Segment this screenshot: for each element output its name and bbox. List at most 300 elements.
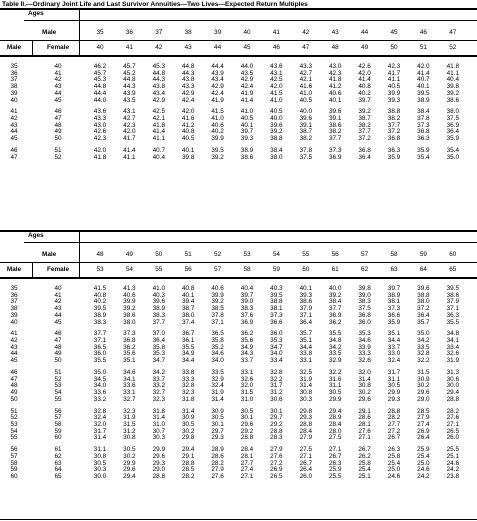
multiple-value-cell: 38.3 xyxy=(240,305,254,313)
multiple-value-cell: 41.7 xyxy=(123,135,136,143)
multiple-value-cell: 25.0 xyxy=(417,459,430,467)
multiple-value-cell: 28.2 xyxy=(387,414,401,422)
row-female-age: 46 xyxy=(54,330,62,338)
multiple-value-cell: 41.6 xyxy=(299,83,313,91)
multiple-value-cell: 30.5 xyxy=(211,414,224,422)
multiple-value-cell: 27.1 xyxy=(446,420,460,428)
male-age-column-header: 54 xyxy=(272,251,280,258)
multiple-value-cell: 29.3 xyxy=(387,395,401,403)
male-row-header: Male xyxy=(6,266,22,273)
multiple-value-cell: 40.0 xyxy=(270,115,283,123)
multiple-value-cell: 37.1 xyxy=(446,305,460,313)
multiple-value-cell: 27.7 xyxy=(387,420,401,428)
multiple-value-cell: 31.6 xyxy=(328,375,342,383)
multiple-value-cell: 44.0 xyxy=(93,96,107,104)
multiple-value-cell: 30.1 xyxy=(211,420,224,428)
multiple-value-cell: 40.6 xyxy=(211,121,224,129)
row-male-age: 35 xyxy=(10,285,18,292)
male-header-underline xyxy=(0,262,477,263)
table-row xyxy=(0,71,477,78)
multiple-value-cell: 36.7 xyxy=(181,330,195,338)
female-age-column-header: 52 xyxy=(449,44,457,51)
row-female-age: 41 xyxy=(54,69,62,77)
multiple-value-cell: 44.4 xyxy=(211,63,224,70)
multiple-value-cell: 37.3 xyxy=(328,146,342,154)
row-female-age: 50 xyxy=(54,357,62,365)
multiple-value-cell: 28.5 xyxy=(417,407,430,415)
multiple-value-cell: 27.9 xyxy=(211,466,224,474)
multiple-value-cell: 44.8 xyxy=(181,63,195,70)
multiple-value-cell: 27.1 xyxy=(358,434,371,442)
multiple-value-cell: 32.9 xyxy=(328,357,342,365)
multiple-value-cell: 31.3 xyxy=(446,368,460,376)
row-male-age: 54 xyxy=(10,427,18,435)
multiple-value-cell: 40.4 xyxy=(152,153,166,161)
multiple-value-cell: 31.1 xyxy=(328,382,342,390)
table-row xyxy=(0,91,477,98)
multiple-value-cell: 43.3 xyxy=(181,83,195,91)
multiple-value-cell: 27.6 xyxy=(358,427,371,435)
multiple-value-cell: 34.4 xyxy=(299,343,313,351)
multiple-value-cell: 37.2 xyxy=(417,305,430,313)
multiple-value-cell: 29.9 xyxy=(328,395,342,403)
multiple-value-cell: 39.9 xyxy=(211,135,224,143)
multiple-value-cell: 44.8 xyxy=(152,69,166,77)
ages-header: Ages xyxy=(28,10,44,17)
table-row xyxy=(0,84,477,91)
multiple-value-cell: 42.4 xyxy=(211,89,224,97)
multiple-value-cell: 41.1 xyxy=(387,76,401,84)
multiple-value-cell: 39.1 xyxy=(328,115,342,123)
multiple-value-cell: 38.6 xyxy=(299,298,313,306)
multiple-value-cell: 40.2 xyxy=(358,89,371,97)
multiple-value-cell: 26.7 xyxy=(387,434,401,442)
multiple-value-cell: 40.1 xyxy=(181,291,195,299)
multiple-value-cell: 39.6 xyxy=(417,285,430,292)
table-row xyxy=(0,338,477,345)
multiple-value-cell: 27.2 xyxy=(387,427,401,435)
multiple-value-cell: 40.8 xyxy=(181,285,195,292)
multiple-value-cell: 29.8 xyxy=(181,434,195,442)
multiple-value-cell: 34.2 xyxy=(417,337,430,345)
multiple-value-cell: 43.5 xyxy=(240,69,254,77)
multiple-value-cell: 37.5 xyxy=(299,153,313,161)
multiple-value-cell: 46.2 xyxy=(93,63,107,70)
male-age-column-header: 38 xyxy=(184,29,192,36)
section-top-rule xyxy=(0,230,477,232)
table-row xyxy=(0,397,477,404)
multiple-value-cell: 40.1 xyxy=(181,146,195,154)
multiple-value-cell: 32.0 xyxy=(240,382,254,390)
multiple-value-cell: 32.8 xyxy=(93,407,107,415)
multiple-value-cell: 41.8 xyxy=(152,121,166,129)
multiple-value-cell: 37.3 xyxy=(123,330,136,338)
table-row xyxy=(0,351,477,358)
multiple-value-cell: 28.6 xyxy=(211,452,224,460)
multiple-value-cell: 43.4 xyxy=(211,76,224,84)
multiple-value-cell: 34.1 xyxy=(446,337,460,345)
multiple-value-cell: 28.4 xyxy=(299,427,313,435)
multiple-value-cell: 36.3 xyxy=(446,311,460,319)
multiple-value-cell: 38.8 xyxy=(270,135,283,143)
multiple-value-cell: 41.4 xyxy=(240,96,254,104)
table-title: Table II.—Ordinary Joint Life and Last Survivor Annuities—Two Lives—Expected Return Multiples xyxy=(2,1,308,8)
column-header-bottom-rule xyxy=(0,55,477,57)
multiple-value-cell: 34.3 xyxy=(240,350,254,358)
multiple-value-cell: 41.5 xyxy=(211,108,224,116)
multiple-value-cell: 45.7 xyxy=(123,63,136,70)
multiple-value-cell: 30.5 xyxy=(123,446,136,454)
row-female-age: 54 xyxy=(54,389,62,397)
row-female-age: 43 xyxy=(54,305,62,313)
multiple-value-cell: 38.7 xyxy=(358,115,371,123)
multiple-value-cell: 38.2 xyxy=(328,128,342,136)
multiple-value-cell: 43.4 xyxy=(152,89,166,97)
multiple-value-cell: 30.7 xyxy=(152,427,166,435)
multiple-value-cell: 30.1 xyxy=(240,414,254,422)
multiple-value-cell: 33.4 xyxy=(270,357,283,365)
row-female-age: 62 xyxy=(54,452,62,460)
multiple-value-cell: 38.1 xyxy=(270,305,283,313)
multiple-value-cell: 29.9 xyxy=(387,389,401,397)
row-male-age: 36 xyxy=(10,69,18,77)
multiple-value-cell: 29.0 xyxy=(152,466,166,474)
multiple-value-cell: 43.9 xyxy=(211,69,224,77)
multiple-value-cell: 44.4 xyxy=(93,89,107,97)
row-female-age: 40 xyxy=(54,63,62,70)
multiple-value-cell: 25.4 xyxy=(387,459,401,467)
multiple-value-cell: 27.1 xyxy=(240,473,254,480)
multiple-value-cell: 36.9 xyxy=(328,153,342,161)
multiple-value-cell: 37.2 xyxy=(387,128,401,136)
ages-underline xyxy=(24,242,477,243)
row-female-age: 55 xyxy=(54,395,62,403)
table-row xyxy=(0,415,477,422)
multiple-value-cell: 26.9 xyxy=(417,427,430,435)
multiple-value-cell: 32.3 xyxy=(123,407,136,415)
multiple-value-cell: 30.0 xyxy=(93,473,107,480)
multiple-value-cell: 36.0 xyxy=(358,318,371,326)
multiple-value-cell: 38.4 xyxy=(417,108,430,116)
multiple-value-cell: 37.3 xyxy=(270,311,283,319)
row-male-age: 53 xyxy=(10,420,18,428)
multiple-value-cell: 41.7 xyxy=(387,69,401,77)
multiple-value-cell: 29.6 xyxy=(152,452,166,460)
multiple-value-cell: 40.8 xyxy=(358,83,371,91)
multiple-value-cell: 32.5 xyxy=(299,368,313,376)
multiple-value-cell: 42.7 xyxy=(123,115,136,123)
multiple-value-cell: 30.5 xyxy=(181,420,195,428)
multiple-value-cell: 28.4 xyxy=(240,446,254,454)
multiple-value-cell: 39.0 xyxy=(358,291,371,299)
row-female-age: 51 xyxy=(54,146,62,154)
multiple-value-cell: 36.4 xyxy=(152,337,166,345)
multiple-value-cell: 36.9 xyxy=(328,311,342,319)
multiple-value-cell: 40.2 xyxy=(211,128,224,136)
multiple-value-cell: 29.1 xyxy=(358,407,371,415)
female-age-column-header: 44 xyxy=(214,44,222,51)
multiple-value-cell: 27.1 xyxy=(328,446,342,454)
multiple-value-cell: 43.9 xyxy=(123,89,136,97)
multiple-value-cell: 37.7 xyxy=(328,135,342,143)
multiple-value-cell: 25.1 xyxy=(358,473,371,480)
multiple-value-cell: 28.8 xyxy=(240,434,254,442)
multiple-value-cell: 40.5 xyxy=(270,108,283,116)
female-row-header: Female xyxy=(46,266,70,273)
row-male-age: 57 xyxy=(10,452,18,460)
female-age-column-header: 62 xyxy=(361,266,369,273)
multiple-value-cell: 42.3 xyxy=(123,121,136,129)
multiple-value-cell: 37.0 xyxy=(152,330,166,338)
multiple-value-cell: 25.8 xyxy=(387,452,401,460)
multiple-value-cell: 34.6 xyxy=(211,350,224,358)
multiple-value-cell: 36.9 xyxy=(240,318,254,326)
multiple-value-cell: 35.9 xyxy=(417,146,430,154)
multiple-value-cell: 31.9 xyxy=(446,357,460,365)
multiple-value-cell: 43.1 xyxy=(270,69,283,77)
multiple-value-cell: 29.7 xyxy=(270,414,283,422)
table-row xyxy=(0,429,477,436)
male-age-column-header: 42 xyxy=(302,29,310,36)
multiple-value-cell: 30.6 xyxy=(270,395,283,403)
row-male-age: 49 xyxy=(10,389,18,397)
row-female-age: 63 xyxy=(54,459,62,467)
row-male-age: 45 xyxy=(10,135,18,143)
multiple-value-cell: 30.5 xyxy=(240,407,254,415)
multiple-value-cell: 38.2 xyxy=(387,115,401,123)
row-male-age: 50 xyxy=(10,395,18,403)
table-row xyxy=(0,64,477,71)
multiple-value-cell: 37.3 xyxy=(417,121,430,129)
multiple-value-cell: 41.4 xyxy=(417,69,430,77)
multiple-value-cell: 39.6 xyxy=(152,298,166,306)
female-age-column-header: 45 xyxy=(243,44,251,51)
multiple-value-cell: 38.9 xyxy=(93,311,107,319)
row-male-age: 44 xyxy=(10,350,18,358)
multiple-value-cell: 28.2 xyxy=(446,407,460,415)
multiple-value-cell: 40.0 xyxy=(299,108,313,116)
multiple-value-cell: 36.4 xyxy=(358,153,371,161)
female-age-column-header: 55 xyxy=(155,266,163,273)
section-top-rule xyxy=(0,8,477,10)
multiple-value-cell: 34.9 xyxy=(181,350,195,358)
multiple-value-cell: 39.8 xyxy=(181,153,195,161)
multiple-value-cell: 31.4 xyxy=(211,395,224,403)
multiple-value-cell: 37.1 xyxy=(93,337,107,345)
table-row xyxy=(0,286,477,293)
table-row xyxy=(0,409,477,416)
multiple-value-cell: 38.0 xyxy=(446,108,460,116)
multiple-value-cell: 33.5 xyxy=(211,368,224,376)
row-male-age: 46 xyxy=(10,146,18,154)
male-age-column-header: 45 xyxy=(390,29,398,36)
multiple-value-cell: 28.0 xyxy=(328,427,342,435)
female-age-column-header: 57 xyxy=(214,266,222,273)
row-female-age: 45 xyxy=(54,318,62,326)
multiple-value-cell: 28.8 xyxy=(181,459,195,467)
male-age-column-header: 60 xyxy=(449,251,457,258)
female-age-column-header: 56 xyxy=(184,266,192,273)
row-female-age: 51 xyxy=(54,368,62,376)
male-row-header: Male xyxy=(6,44,22,51)
row-female-age: 57 xyxy=(54,414,62,422)
multiple-value-cell: 42.0 xyxy=(93,146,107,154)
row-male-age: 47 xyxy=(10,153,18,161)
multiple-value-cell: 25.9 xyxy=(417,446,430,454)
multiple-value-cell: 27.9 xyxy=(270,446,283,454)
multiple-value-cell: 33.3 xyxy=(181,375,195,383)
multiple-value-cell: 41.0 xyxy=(240,108,254,116)
multiple-value-cell: 41.3 xyxy=(123,285,136,292)
multiple-value-cell: 40.7 xyxy=(152,146,166,154)
multiple-value-cell: 45.3 xyxy=(152,63,166,70)
multiple-value-cell: 40.5 xyxy=(240,115,254,123)
row-male-age: 52 xyxy=(10,414,18,422)
multiple-value-cell: 40.1 xyxy=(299,285,313,292)
multiple-value-cell: 43.0 xyxy=(93,121,107,129)
multiple-value-cell: 43.6 xyxy=(270,63,283,70)
table-row xyxy=(0,148,477,155)
multiple-value-cell: 39.5 xyxy=(270,291,283,299)
multiple-value-cell: 37.7 xyxy=(152,318,166,326)
multiple-value-cell: 25.9 xyxy=(328,466,342,474)
multiple-value-cell: 36.8 xyxy=(358,311,371,319)
multiple-value-cell: 33.8 xyxy=(299,350,313,358)
male-age-column-header: 47 xyxy=(449,29,457,36)
row-male-age: 47 xyxy=(10,375,18,383)
multiple-value-cell: 42.9 xyxy=(240,76,254,84)
multiple-value-cell: 30.2 xyxy=(358,389,371,397)
multiple-value-cell: 28.2 xyxy=(211,459,224,467)
multiple-value-cell: 31.7 xyxy=(270,382,283,390)
row-male-age: 38 xyxy=(10,83,18,91)
multiple-value-cell: 32.6 xyxy=(446,350,460,358)
male-age-column-header: 57 xyxy=(361,251,369,258)
multiple-value-cell: 40.2 xyxy=(93,298,107,306)
table-row xyxy=(0,358,477,365)
multiple-value-cell: 30.9 xyxy=(417,375,430,383)
multiple-value-cell: 25.5 xyxy=(446,446,460,454)
multiple-value-cell: 36.8 xyxy=(417,128,430,136)
female-age-column-header: 43 xyxy=(184,44,192,51)
multiple-value-cell: 32.0 xyxy=(93,420,107,428)
row-label-divider xyxy=(32,262,33,277)
row-female-age: 45 xyxy=(54,96,62,104)
female-age-column-header: 40 xyxy=(96,44,104,51)
multiple-value-cell: 42.7 xyxy=(299,69,313,77)
multiple-value-cell: 43.3 xyxy=(93,115,107,123)
multiple-value-cell: 36.2 xyxy=(240,330,254,338)
multiple-value-cell: 35.9 xyxy=(387,318,401,326)
row-male-age: 43 xyxy=(10,121,18,129)
multiple-value-cell: 33.7 xyxy=(152,375,166,383)
row-male-age: 59 xyxy=(10,466,18,474)
male-age-column-header: 51 xyxy=(184,251,192,258)
multiple-value-cell: 29.8 xyxy=(299,407,313,415)
column-header-bottom-rule xyxy=(0,277,477,279)
multiple-value-cell: 38.4 xyxy=(328,298,342,306)
multiple-value-cell: 34.6 xyxy=(123,368,136,376)
multiple-value-cell: 41.1 xyxy=(446,69,460,77)
multiple-value-cell: 39.6 xyxy=(299,115,313,123)
multiple-value-cell: 29.9 xyxy=(123,459,136,467)
multiple-value-cell: 25.4 xyxy=(358,466,371,474)
row-male-age: 51 xyxy=(10,407,18,415)
multiple-value-cell: 24.6 xyxy=(446,459,460,467)
male-age-column-header: 37 xyxy=(155,29,163,36)
male-age-column-header: 56 xyxy=(331,251,339,258)
multiple-value-cell: 39.5 xyxy=(446,285,460,292)
multiple-value-cell: 36.3 xyxy=(387,146,401,154)
row-male-age: 39 xyxy=(10,311,18,319)
multiple-value-cell: 29.2 xyxy=(240,427,254,435)
row-female-age: 43 xyxy=(54,83,62,91)
multiple-value-cell: 38.6 xyxy=(328,121,342,129)
row-male-age: 48 xyxy=(10,382,18,390)
multiple-value-cell: 41.9 xyxy=(240,89,254,97)
multiple-value-cell: 34.7 xyxy=(152,357,166,365)
multiple-value-cell: 35.8 xyxy=(152,343,166,351)
multiple-value-cell: 30.3 xyxy=(152,434,166,442)
multiple-value-cell: 40.5 xyxy=(387,83,401,91)
multiple-value-cell: 30.8 xyxy=(93,452,107,460)
table-row xyxy=(0,377,477,384)
multiple-value-cell: 35.1 xyxy=(387,330,401,338)
female-row-header: Female xyxy=(46,44,70,51)
multiple-value-cell: 28.8 xyxy=(446,395,460,403)
multiple-value-cell: 32.4 xyxy=(211,382,224,390)
multiple-value-cell: 38.8 xyxy=(417,291,430,299)
row-female-age: 48 xyxy=(54,343,62,351)
multiple-value-cell: 41.4 xyxy=(358,76,371,84)
multiple-value-cell: 24.2 xyxy=(417,473,430,480)
multiple-value-cell: 33.5 xyxy=(417,343,430,351)
multiple-value-cell: 33.6 xyxy=(123,382,136,390)
multiple-value-cell: 26.5 xyxy=(446,427,460,435)
multiple-value-cell: 39.2 xyxy=(211,298,224,306)
multiple-value-cell: 40.4 xyxy=(446,76,460,84)
female-age-column-header: 51 xyxy=(419,44,427,51)
male-age-column-header: 43 xyxy=(331,29,339,36)
table-row xyxy=(0,447,477,454)
multiple-value-cell: 32.3 xyxy=(152,395,166,403)
multiple-value-cell: 42.5 xyxy=(152,108,166,116)
multiple-value-cell: 42.4 xyxy=(240,83,254,91)
row-female-age: 49 xyxy=(54,128,62,136)
multiple-value-cell: 24.6 xyxy=(387,473,401,480)
multiple-value-cell: 29.9 xyxy=(152,446,166,454)
multiple-value-cell: 40.5 xyxy=(299,96,313,104)
multiple-value-cell: 34.8 xyxy=(328,337,342,345)
multiple-value-cell: 31.1 xyxy=(93,446,107,454)
multiple-value-cell: 29.1 xyxy=(181,452,195,460)
row-female-age: 46 xyxy=(54,108,62,116)
multiple-value-cell: 31.7 xyxy=(93,427,107,435)
multiple-value-cell: 32.7 xyxy=(152,389,166,397)
row-male-age: 41 xyxy=(10,108,18,116)
multiple-value-cell: 36.8 xyxy=(123,337,136,345)
multiple-value-cell: 28.6 xyxy=(358,414,371,422)
multiple-value-cell: 39.6 xyxy=(270,121,283,129)
multiple-value-cell: 31.5 xyxy=(240,389,254,397)
row-male-age: 42 xyxy=(10,115,18,123)
multiple-value-cell: 39.2 xyxy=(270,128,283,136)
multiple-value-cell: 41.0 xyxy=(152,285,166,292)
value-area-divider xyxy=(79,230,80,277)
multiple-value-cell: 31.4 xyxy=(358,375,371,383)
multiple-value-cell: 30.2 xyxy=(181,427,195,435)
multiple-value-cell: 37.8 xyxy=(299,146,313,154)
